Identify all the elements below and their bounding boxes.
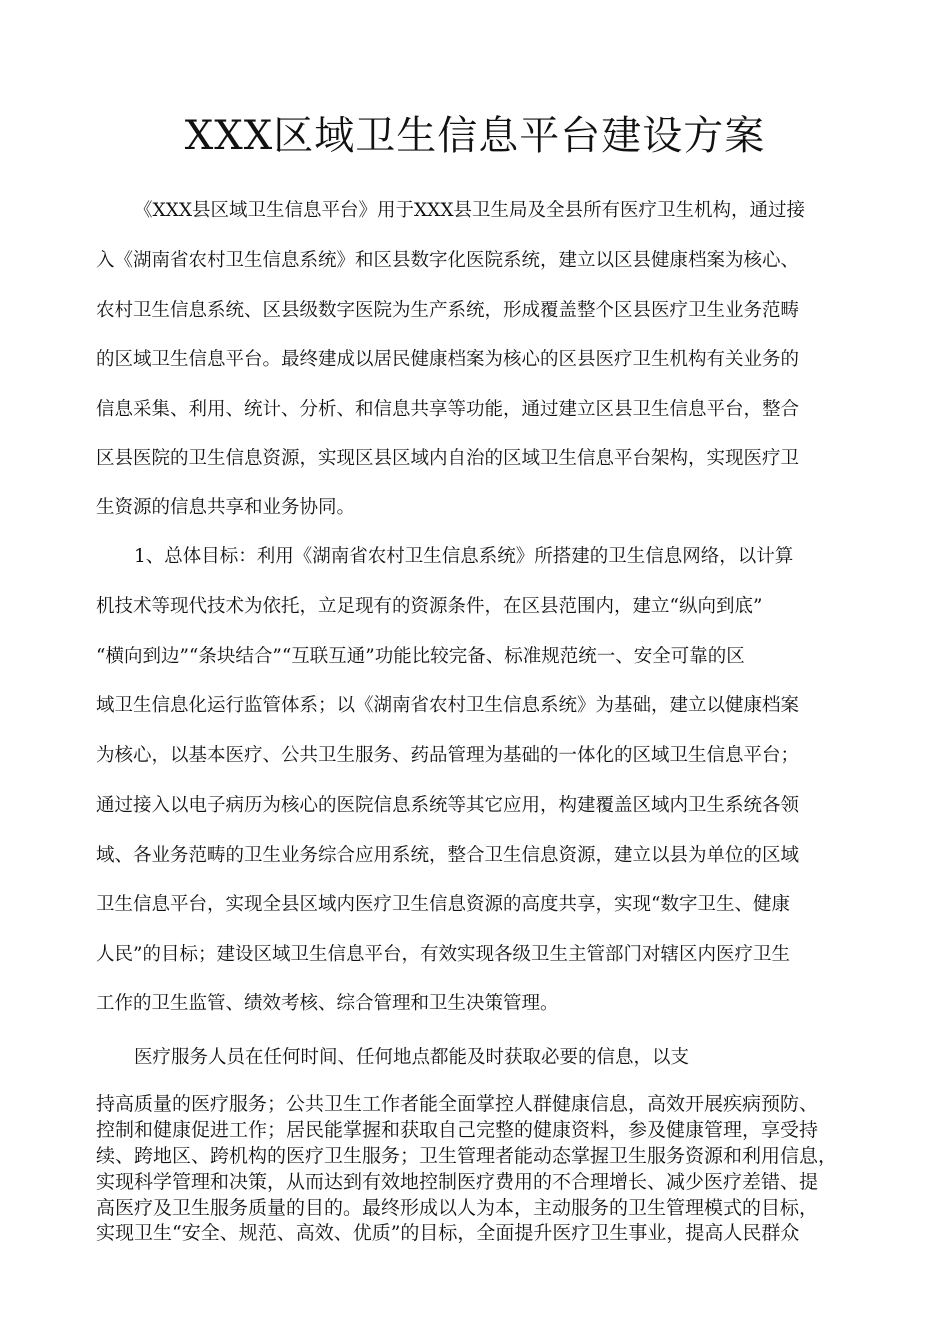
text-line: 实现科学管理和决策，从而达到有效地控制医疗费用的不合理增长、减少医疗差错、提: [96, 1171, 819, 1193]
text-line: “横向到边”“条块结合”“互联互通”功能比较完备、标准规范统一、安全可靠的区: [96, 646, 745, 667]
text-line: 1、总体目标：利用《湖南省农村卫生信息系统》所搭建的卫生信息网络，以计算: [134, 546, 794, 567]
text-line: 机技术等现代技术为依托，立足现有的资源条件，在区县范围内，建立“纵向到底”: [96, 596, 763, 617]
text-line: 《XXX县区域卫生信息平台》用于XXX县卫生局及全县所有医疗卫生机构，通过接: [134, 200, 806, 221]
text-line: 人民”的目标；建设区域卫生信息平台，有效实现各级卫生主管部门对辖区内医疗卫生: [96, 944, 790, 965]
text-line: 生资源的信息共享和业务协同。: [96, 497, 356, 518]
text-line: 域、各业务范畴的卫生业务综合应用系统，整合卫生信息资源，建立以县为单位的区域: [96, 845, 800, 866]
text-line: 域卫生信息化运行监管体系；以《湖南省农村卫生信息系统》为基础，建立以健康档案: [96, 695, 800, 716]
text-line: 为核心，以基本医疗、公共卫生服务、药品管理为基础的一体化的区域卫生信息平台；: [96, 745, 800, 766]
text-line: 持高质量的医疗服务；公共卫生工作者能全面掌控人群健康信息，高效开展疾病预防、: [96, 1093, 819, 1115]
text-line: 实现卫生“安全、规范、高效、优质”的目标，全面提升医疗卫生事业，提高人民群众: [96, 1222, 800, 1244]
text-line: 区县医院的卫生信息资源，实现区县区域内自治的区域卫生信息平台架构，实现医疗卫: [96, 448, 800, 469]
document-title: XXX区域卫生信息平台建设方案: [184, 113, 766, 159]
text-line: 入《湖南省农村卫生信息系统》和区县数字化医院系统，建立以区县健康档案为核心、: [96, 250, 800, 271]
text-line: 工作的卫生监管、绩效考核、综合管理和卫生决策管理。: [96, 993, 559, 1014]
text-line: 卫生信息平台，实现全县区域内医疗卫生信息资源的高度共享，实现“数字卫生、健康: [96, 894, 790, 915]
text-line: 高医疗及卫生服务质量的目的。最终形成以人为本，主动服务的卫生管理模式的目标，: [96, 1197, 819, 1219]
text-line: 续、跨地区、跨机构的医疗卫生服务；卫生管理者能动态掌握卫生服务资源和利用信息，: [96, 1145, 838, 1167]
text-line: 医疗服务人员在任何时间、任何地点都能及时获取必要的信息，以支: [134, 1047, 690, 1068]
text-line: 农村卫生信息系统、区县级数字医院为生产系统，形成覆盖整个区县医疗卫生业务范畴: [96, 300, 800, 321]
text-line: 控制和健康促进工作；居民能掌握和获取自己完整的健康资料，参及健康管理，享受持: [96, 1119, 819, 1141]
text-line: 信息采集、利用、统计、分析、和信息共享等功能，通过建立区县卫生信息平台，整合: [96, 399, 800, 420]
text-line: 的区域卫生信息平台。最终建成以居民健康档案为核心的区县医疗卫生机构有关业务的: [96, 349, 800, 370]
text-line: 通过接入以电子病历为核心的医院信息系统等其它应用，构建覆盖区域内卫生系统各领: [96, 795, 800, 816]
